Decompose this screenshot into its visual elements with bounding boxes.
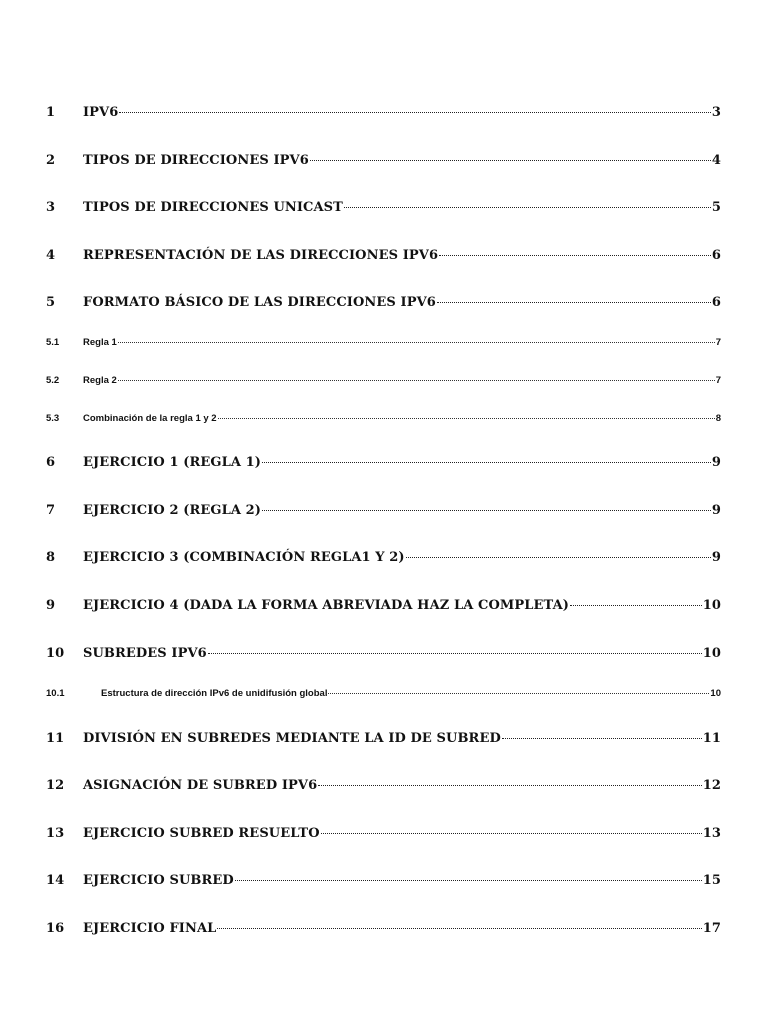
toc-entry-number: 2	[46, 153, 56, 168]
toc-entry-page: 12	[702, 778, 721, 793]
toc-entry-page: 11	[702, 731, 721, 746]
toc-entry[interactable]	[46, 646, 721, 661]
dot-leader	[262, 462, 711, 463]
toc-entry[interactable]	[46, 455, 721, 470]
toc-entry-page: 17	[702, 921, 721, 936]
dot-leader	[318, 785, 701, 786]
toc-entry[interactable]	[46, 295, 721, 310]
toc-entry-title: Regla 1	[83, 337, 117, 348]
toc-entry-number: 3	[46, 200, 56, 215]
toc-entry-title: EJERCICIO 1 (REGLA 1)	[83, 455, 262, 470]
toc-entry[interactable]	[46, 200, 721, 215]
dot-leader	[208, 653, 702, 654]
toc-entry-page: 4	[711, 153, 721, 168]
toc-entry-page: 7	[715, 337, 721, 348]
toc-entry-number: 5.1	[46, 337, 60, 348]
toc-entry-title: Estructura de dirección IPv6 de unidifusión global	[101, 688, 328, 699]
toc-entry-page: 9	[711, 455, 721, 470]
toc-entry[interactable]	[46, 731, 721, 746]
dot-leader	[119, 112, 710, 113]
toc-entry-page: 13	[702, 826, 721, 841]
dot-leader	[235, 880, 702, 881]
toc-entry-number: 6	[46, 455, 56, 470]
toc-entry-title: ASIGNACIÓN DE SUBRED IPV6	[83, 778, 318, 793]
toc-entry-number: 12	[46, 778, 65, 793]
toc-entry-number: 5.3	[46, 413, 60, 424]
toc-entry-number: 7	[46, 503, 56, 518]
toc-entry-number: 5	[46, 295, 56, 310]
toc-entry-page: 9	[711, 503, 721, 518]
toc-entry-number: 8	[46, 550, 56, 565]
toc-entry-title: IPV6	[83, 105, 119, 120]
toc-entry-title: DIVISIÓN EN SUBREDES MEDIANTE LA ID DE SUBRED	[83, 731, 501, 746]
toc-entry-title: EJERCICIO FINAL	[83, 921, 217, 936]
toc-subentry[interactable]	[46, 688, 721, 699]
toc-subentry[interactable]	[46, 337, 721, 348]
dot-leader	[328, 693, 709, 694]
toc-entry[interactable]	[46, 503, 721, 518]
dot-leader	[502, 738, 702, 739]
toc-entry-title: Regla 2	[83, 375, 117, 386]
toc-entry[interactable]	[46, 550, 721, 565]
toc-entry[interactable]	[46, 826, 721, 841]
dot-leader	[217, 928, 701, 929]
toc-entry[interactable]	[46, 598, 721, 613]
toc-entry-title: SUBREDES IPV6	[83, 646, 207, 661]
toc-entry-title: EJERCICIO 3 (COMBINACIÓN REGLA1 Y 2)	[83, 550, 405, 565]
toc-entry-title: EJERCICIO 4 (DADA LA FORMA ABREVIADA HAZ LA COMPLETA)	[83, 598, 570, 613]
dot-leader	[262, 510, 711, 511]
dot-leader	[218, 418, 715, 419]
toc-entry-title: EJERCICIO 2 (REGLA 2)	[83, 503, 262, 518]
toc-entry[interactable]	[46, 778, 721, 793]
toc-entry-page: 15	[702, 873, 721, 888]
toc-entry-number: 16	[46, 921, 65, 936]
toc-entry-number: 5.2	[46, 375, 60, 386]
toc-entry[interactable]	[46, 921, 721, 936]
toc-entry-title: EJERCICIO SUBRED	[83, 873, 234, 888]
toc-entry-title: FORMATO BÁSICO DE LAS DIRECCIONES IPV6	[83, 295, 436, 310]
toc-entry-page: 8	[715, 413, 721, 424]
toc-entry-page: 3	[711, 105, 721, 120]
toc-entry-number: 10.1	[46, 688, 65, 699]
dot-leader	[437, 302, 711, 303]
toc-entry-number: 14	[46, 873, 65, 888]
toc-entry-number: 9	[46, 598, 56, 613]
dot-leader	[570, 605, 702, 606]
toc-entry[interactable]	[46, 105, 721, 120]
dot-leader	[118, 342, 715, 343]
dot-leader	[406, 557, 711, 558]
toc-entry-title: TIPOS DE DIRECCIONES UNICAST	[83, 200, 343, 215]
dot-leader	[118, 380, 715, 381]
toc-entry-number: 13	[46, 826, 65, 841]
toc-entry-number: 1	[46, 105, 56, 120]
toc-entry-page: 9	[711, 550, 721, 565]
toc-entry-number: 10	[46, 646, 65, 661]
dot-leader	[344, 207, 711, 208]
toc-entry-page: 5	[711, 200, 721, 215]
toc-entry-page: 6	[711, 248, 721, 263]
toc-entry-title: EJERCICIO SUBRED RESUELTO	[83, 826, 320, 841]
toc-entry[interactable]	[46, 248, 721, 263]
toc-entry-title: TIPOS DE DIRECCIONES IPV6	[83, 153, 309, 168]
toc-entry-page: 10	[702, 646, 721, 661]
toc-entry-number: 4	[46, 248, 56, 263]
dot-leader	[310, 160, 711, 161]
toc-entry-title: Combinación de la regla 1 y 2	[83, 413, 217, 424]
toc-entry-title: REPRESENTACIÓN DE LAS DIRECCIONES IPV6	[83, 248, 439, 263]
toc-entry-page: 7	[715, 375, 721, 386]
toc-entry[interactable]	[46, 873, 721, 888]
toc-entry-page: 10	[710, 688, 721, 699]
dot-leader	[439, 255, 711, 256]
toc-entry-page: 10	[702, 598, 721, 613]
toc-entry-number: 11	[46, 731, 65, 746]
toc-entry-page: 6	[711, 295, 721, 310]
dot-leader	[321, 833, 702, 834]
toc-subentry[interactable]	[46, 375, 721, 386]
toc-subentry[interactable]	[46, 413, 721, 424]
toc-entry[interactable]	[46, 153, 721, 168]
